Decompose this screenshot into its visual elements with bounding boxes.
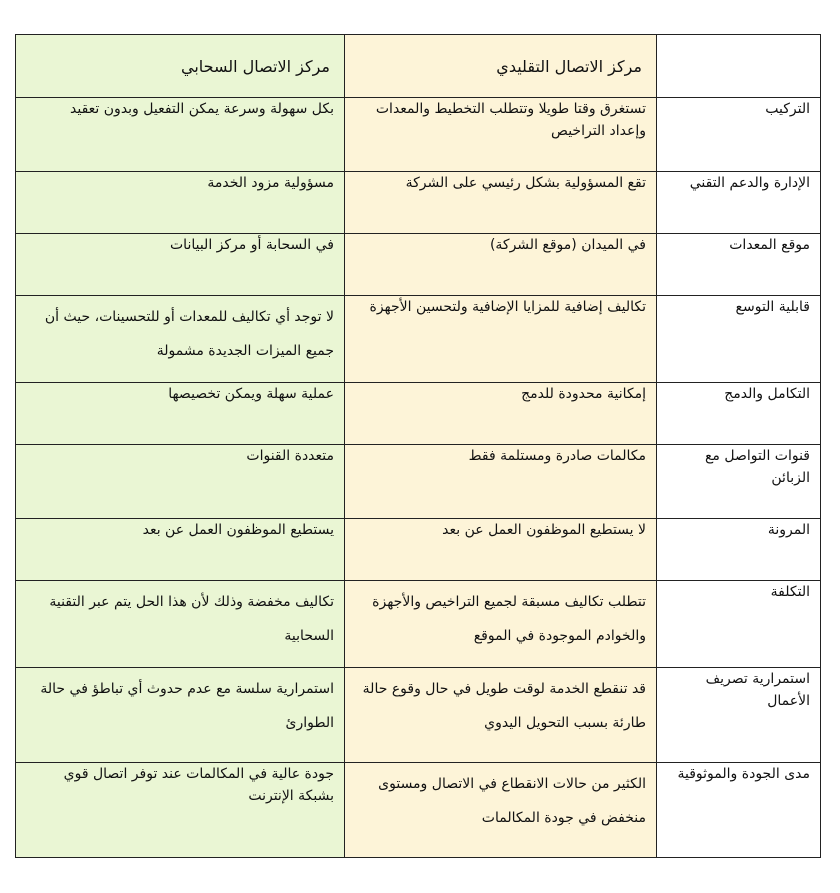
traditional-cell: تستغرق وقتا طويلا وتتطلب التخطيط والمعدات وإعداد التراخيص [345, 98, 657, 172]
cloud-cell: متعددة القنوات [16, 445, 345, 519]
row-label: قنوات التواصل مع الزبائن [657, 445, 821, 519]
row-label: الإدارة والدعم التقني [657, 172, 821, 234]
comparison-table [15, 34, 821, 858]
traditional-cell: تكاليف إضافية للمزايا الإضافية ولتحسين الأجهزة [345, 296, 657, 383]
cloud-cell: بكل سهولة وسرعة يمكن التفعيل وبدون تعقيد [16, 98, 345, 172]
cloud-cell: في السحابة أو مركز البيانات [16, 234, 345, 296]
cloud-cell: جودة عالية في المكالمات عند توفر اتصال قوي بشبكة الإنترنت [16, 763, 345, 858]
table-row [16, 383, 821, 445]
traditional-cell: الكثير من حالات الانقطاع في الاتصال ومستوى منخفض في جودة المكالمات [345, 763, 657, 858]
table-row [16, 519, 821, 581]
row-label: التكلفة [657, 581, 821, 668]
table-row [16, 668, 821, 763]
cloud-cell: استمرارية سلسة مع عدم حدوث أي تباطؤ في حالة الطوارئ [16, 668, 345, 763]
row-label: استمرارية تصريف الأعمال [657, 668, 821, 763]
row-label: المرونة [657, 519, 821, 581]
row-label: التركيب [657, 98, 821, 172]
cloud-cell: مسؤولية مزود الخدمة [16, 172, 345, 234]
cloud-cell: تكاليف مخفضة وذلك لأن هذا الحل يتم عبر التقنية السحابية [16, 581, 345, 668]
row-label: التكامل والدمج [657, 383, 821, 445]
table-row [16, 445, 821, 519]
table-header [16, 35, 821, 98]
table-row [16, 172, 821, 234]
row-label: مدى الجودة والموثوقية [657, 763, 821, 858]
header-cloud: مركز الاتصال السحابي [16, 35, 345, 98]
table-body [16, 98, 821, 858]
table-row [16, 234, 821, 296]
table-row [16, 296, 821, 383]
table-row [16, 763, 821, 858]
cloud-cell: يستطيع الموظفون العمل عن بعد [16, 519, 345, 581]
header-label-cell [657, 35, 821, 98]
traditional-cell: تتطلب تكاليف مسبقة لجميع التراخيص والأجهزة والخوادم الموجودة في الموقع [345, 581, 657, 668]
row-label: موقع المعدات [657, 234, 821, 296]
traditional-cell: إمكانية محدودة للدمج [345, 383, 657, 445]
table-row [16, 581, 821, 668]
traditional-cell: لا يستطيع الموظفون العمل عن بعد [345, 519, 657, 581]
traditional-cell: تقع المسؤولية بشكل رئيسي على الشركة [345, 172, 657, 234]
cloud-cell: عملية سهلة ويمكن تخصيصها [16, 383, 345, 445]
header-traditional: مركز الاتصال التقليدي [345, 35, 657, 98]
traditional-cell: قد تنقطع الخدمة لوقت طويل في حال وقوع حالة طارئة بسبب التحويل اليدوي [345, 668, 657, 763]
traditional-cell: مكالمات صادرة ومستلمة فقط [345, 445, 657, 519]
row-label: قابلية التوسع [657, 296, 821, 383]
header-row [16, 35, 821, 98]
cloud-cell: لا توجد أي تكاليف للمعدات أو للتحسينات، حيث أن جميع الميزات الجديدة مشمولة [16, 296, 345, 383]
traditional-cell: في الميدان (موقع الشركة) [345, 234, 657, 296]
table-row [16, 98, 821, 172]
